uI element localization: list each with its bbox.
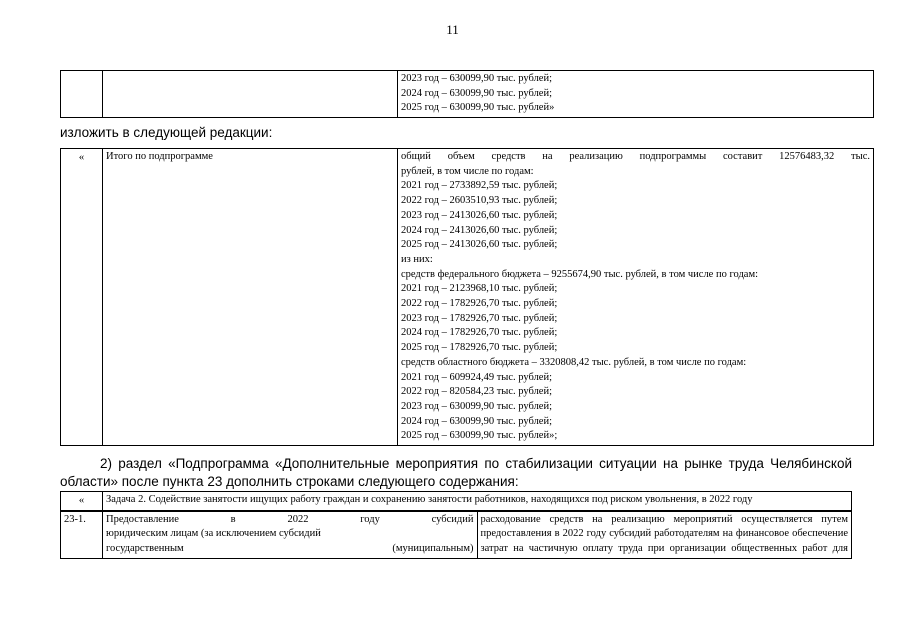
new-edition-table <box>60 148 874 446</box>
quote-cell <box>61 149 103 446</box>
values-cell <box>398 149 874 446</box>
text-line: 2022 год – 1782926,70 тыс. рублей; <box>401 298 558 310</box>
word: (муниципальным) <box>392 543 474 555</box>
added-rows-table <box>60 491 852 559</box>
word: году <box>360 513 380 525</box>
open-quote: « <box>78 151 85 163</box>
text-line <box>106 542 474 557</box>
text-line: общий объем средств на реализацию подпрограммы составит 12576483,32 тыс. <box>401 151 870 162</box>
text-line: 2025 год – 1782926,70 тыс. рублей; <box>401 342 558 354</box>
text-line: 2025 год – 630099,90 тыс. рублей»; <box>401 430 558 442</box>
quote-cell <box>61 492 103 511</box>
text-line: 2022 год – 2603510,93 тыс. рублей; <box>401 195 558 207</box>
text-line: 2023 год – 2413026,60 тыс. рублей; <box>401 209 558 221</box>
measure-description-cell <box>477 511 852 558</box>
text-line: 2023 год – 630099,90 тыс. рублей; <box>401 73 553 84</box>
text-line: средств федерального бюджета – 9255674,90 тыс. рублей, в том числе по годам: <box>401 268 759 280</box>
word: субсидий <box>431 513 474 525</box>
word: Предоставление <box>106 513 179 525</box>
text-line: предоставления в 2022 году субсидий работодателям на финансовое обеспечение <box>480 528 848 540</box>
text-line: 2024 год – 1782926,70 тыс. рублей; <box>401 327 558 339</box>
previous-table-fragment <box>60 70 874 118</box>
intro-text: изложить в следующей редакции: <box>60 125 273 140</box>
label-cell <box>103 71 398 118</box>
text-line: рублей, в том числе по годам: <box>401 165 534 177</box>
text-line <box>106 513 474 528</box>
text-line: 2021 год – 2733892,59 тыс. рублей; <box>401 180 558 192</box>
table-row <box>61 149 874 446</box>
table-row <box>61 71 874 118</box>
word: 2022 <box>287 513 309 525</box>
text-line: 2024 год – 630099,90 тыс. рублей; <box>401 87 553 99</box>
text-line: 2025 год – 630099,90 тыс. рублей» <box>401 102 555 114</box>
text-line: 2022 год – 820584,23 тыс. рублей; <box>401 386 553 398</box>
paragraph-2: 2) раздел «Подпрограмма «Дополнительные мероприятия по стабилизации ситуации на рынке труда Челябинской области» после пункта 23 дополнить строками следующего содержания: <box>60 456 852 489</box>
table-row <box>61 511 852 558</box>
text-line <box>106 527 474 542</box>
word: юридическим лицам (за исключением субсидий <box>106 528 321 540</box>
quote-cell <box>61 71 103 118</box>
text-line: расходование средств на реализацию мероприятий осуществляется путем <box>480 513 848 525</box>
text-line: 2021 год – 609924,49 тыс. рублей; <box>401 371 553 383</box>
text-line: затрат на частичную оплату труда при организации общественных работ для <box>480 543 848 555</box>
table-row <box>61 492 852 511</box>
text-line: 2021 год – 2123968,10 тыс. рублей; <box>401 283 558 295</box>
measure-name-cell <box>103 511 478 558</box>
text-line: средств областного бюджета – 3320808,42 тыс. рублей, в том числе по годам: <box>401 356 747 368</box>
values-cell <box>398 71 874 118</box>
text-line: 2024 год – 2413026,60 тыс. рублей; <box>401 224 558 236</box>
task-cell: Задача 2. Содействие занятости ищущих работу граждан и сохранению занятости работников, находящихся под риском увольнения, в 2022 году <box>103 492 852 511</box>
label-cell: Итого по подпрограмме <box>103 149 398 446</box>
row-number-cell: 23-1. <box>61 511 103 558</box>
open-quote: « <box>78 494 85 506</box>
word: государственным <box>106 543 184 555</box>
text-line: 2025 год – 2413026,60 тыс. рублей; <box>401 239 558 251</box>
text-line: 2023 год – 1782926,70 тыс. рублей; <box>401 312 558 324</box>
text-line: 2024 год – 630099,90 тыс. рублей; <box>401 415 553 427</box>
text-line: 2023 год – 630099,90 тыс. рублей; <box>401 400 553 412</box>
page-number: 11 <box>446 22 459 37</box>
text-line: из них: <box>401 253 433 265</box>
word: в <box>230 513 236 525</box>
